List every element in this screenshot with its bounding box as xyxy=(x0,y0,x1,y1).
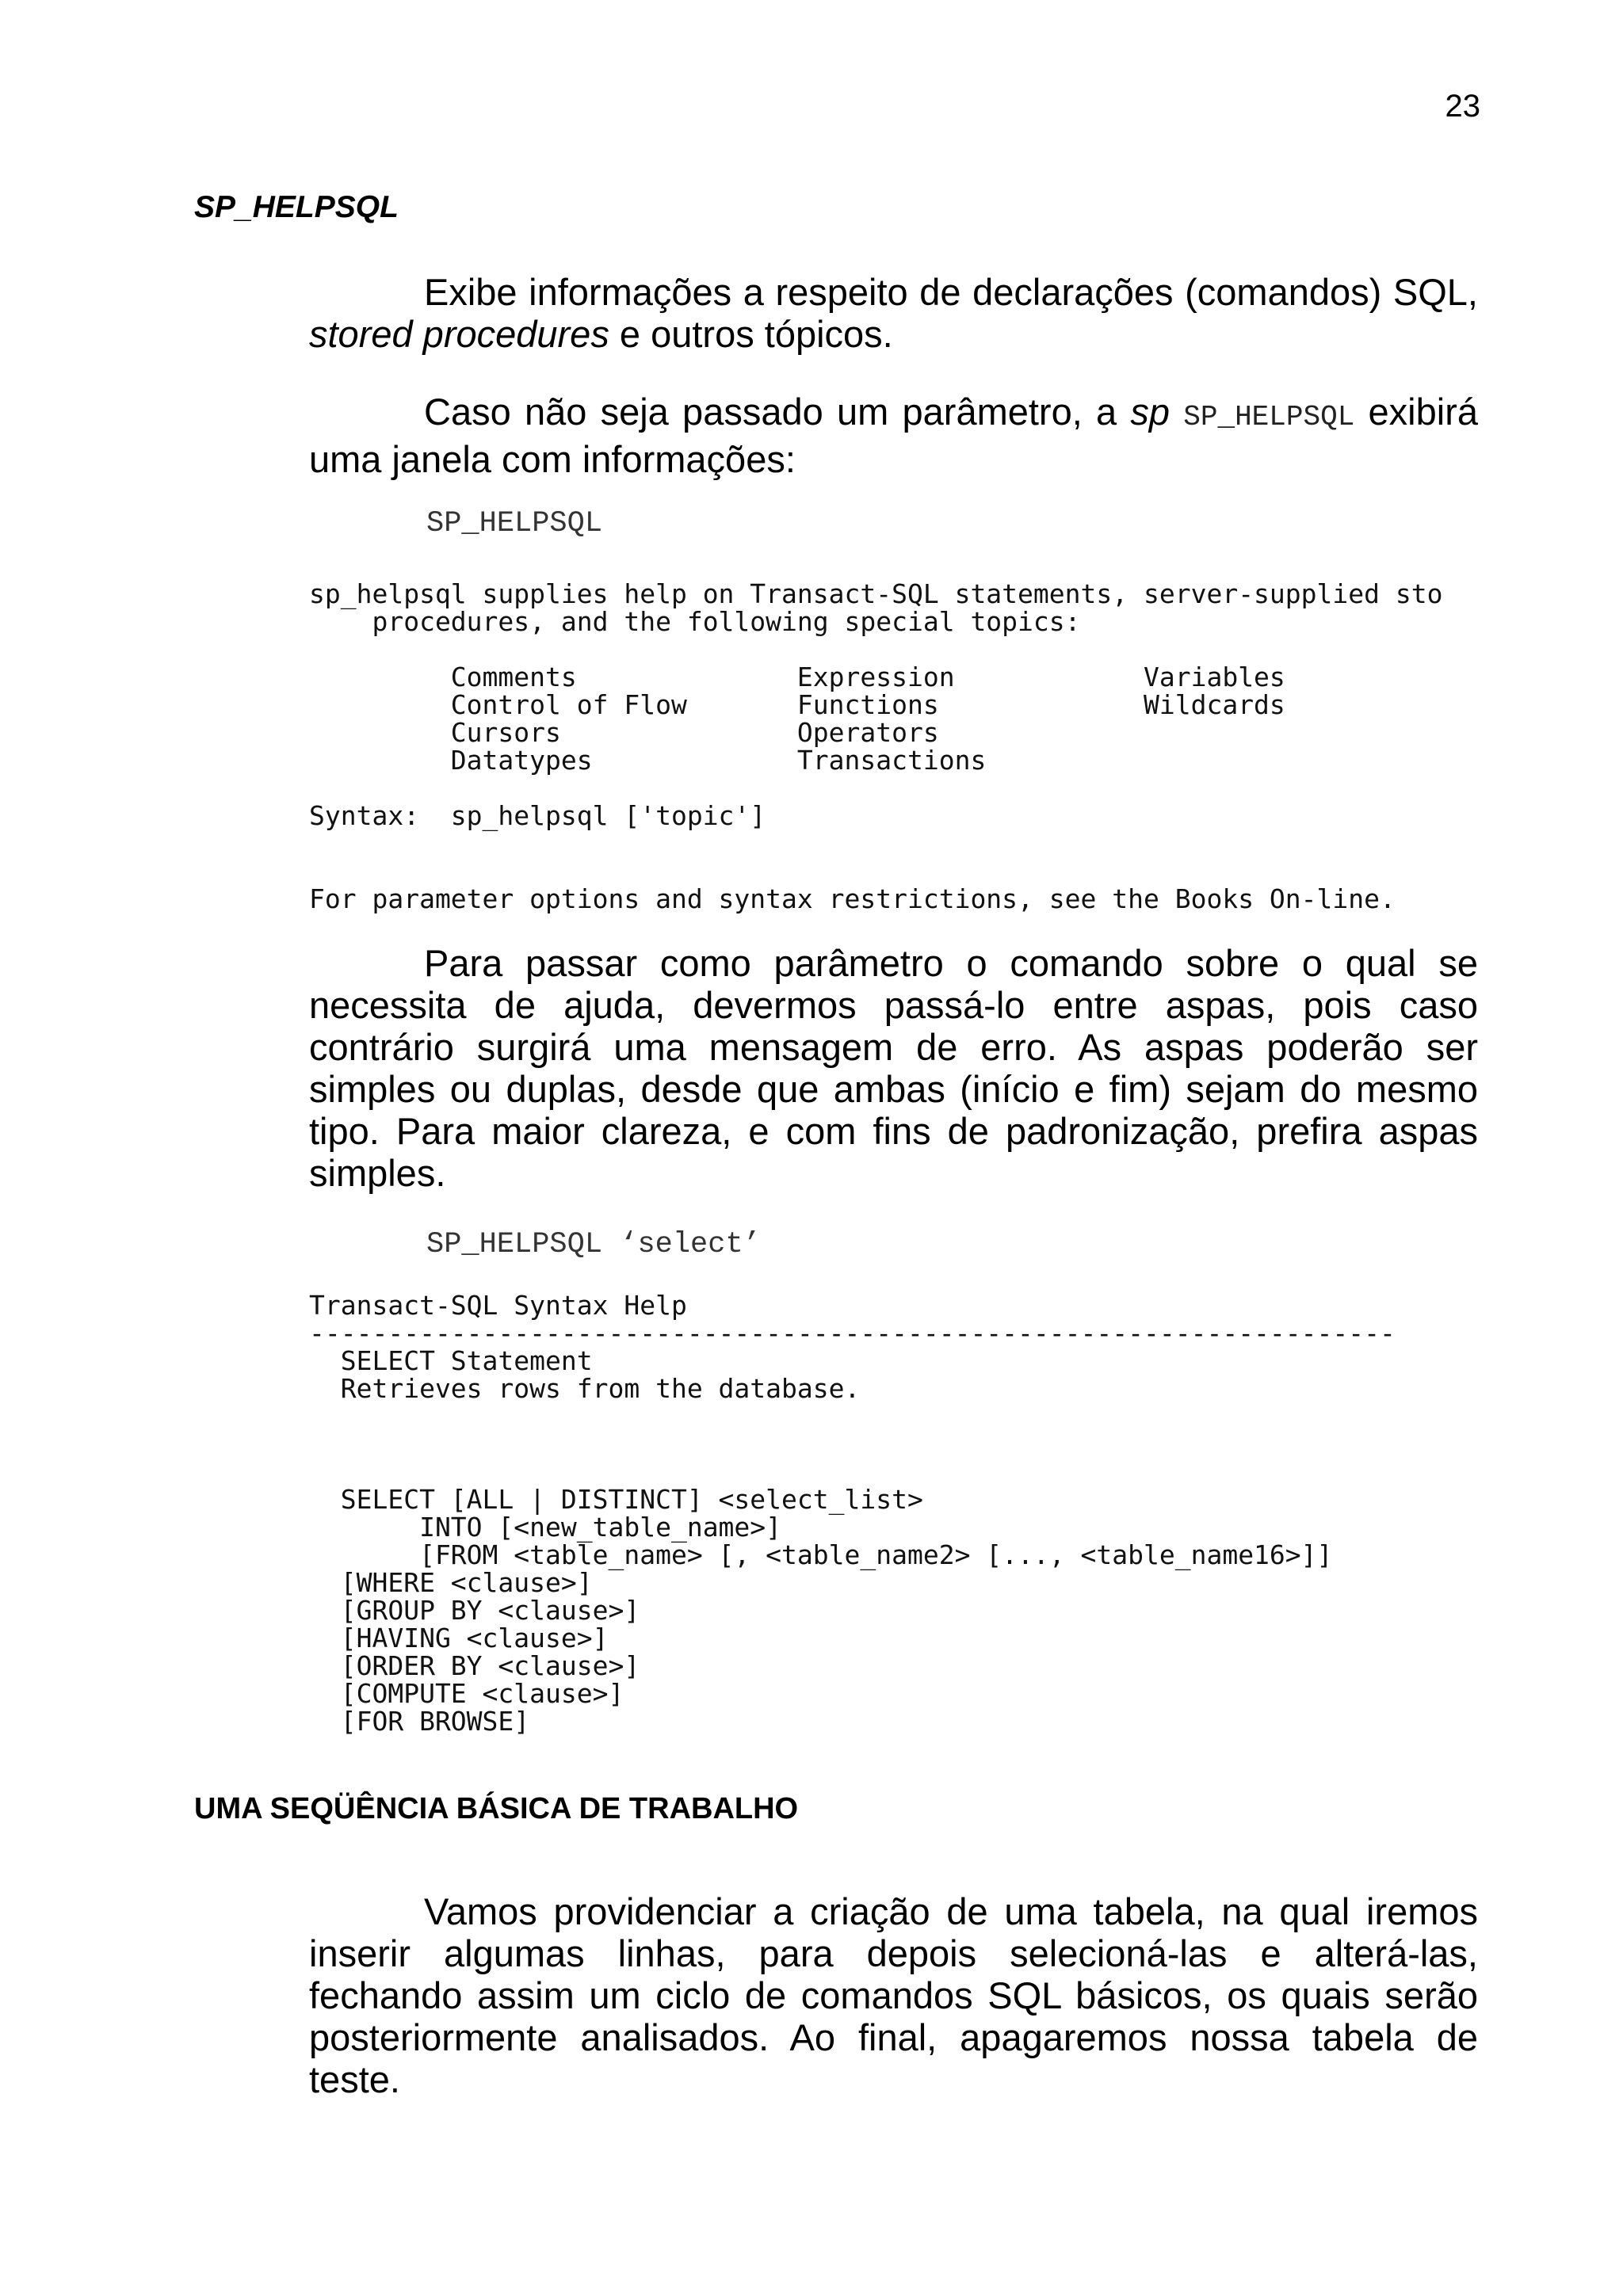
terminal-line: Retrieves rows from the database. xyxy=(309,1373,861,1404)
terminal-output-select-syntax xyxy=(309,1291,1396,1735)
terminal-line: procedures, and the following special topics: xyxy=(309,606,1081,637)
terminal-line xyxy=(309,1458,1396,1486)
page-number: 23 xyxy=(1445,89,1480,124)
terminal-line: [COMPUTE <clause>] xyxy=(309,1678,624,1709)
terminal-line xyxy=(309,830,1442,857)
command-example-select: SP_HELPSQL ‘select’ xyxy=(426,1228,761,1261)
terminal-line: [GROUP BY <clause>] xyxy=(309,1595,640,1626)
terminal-line: sp_helpsql supplies help on Transact-SQL statements, server-supplied sto xyxy=(309,578,1443,609)
paragraph-text: Vamos providenciar a criação de uma tabela, na qual iremos inserir algumas linhas, para depois selecioná-las e alterá-las, fechando assim um ciclo de comandos SQL básicos, os quais serão posteriormente analisados. Ao final, apagaremos nossa tabela de teste. xyxy=(309,1890,1478,2100)
paragraph-description xyxy=(309,271,1478,355)
terminal-line: SELECT [ALL | DISTINCT] <select_list> xyxy=(309,1484,923,1515)
paragraph-parameter-quotes xyxy=(309,942,1478,1194)
terminal-line: Control of Flow Functions Wildcards xyxy=(309,689,1285,720)
terminal-line xyxy=(309,857,1442,885)
terminal-line: SELECT Statement xyxy=(309,1345,593,1376)
terminal-line: --------------------------------------------------------------------- xyxy=(309,1318,1396,1348)
terminal-line: Transact-SQL Syntax Help xyxy=(309,1290,687,1321)
terminal-line: Syntax: sp_helpsql ['topic'] xyxy=(309,800,766,831)
paragraph-no-parameter xyxy=(309,391,1478,480)
terminal-output-helpsql xyxy=(309,580,1442,913)
section-heading-sequencia: UMA SEQÜÊNCIA BÁSICA DE TRABALHO xyxy=(194,1792,799,1825)
paragraph-text: e outros tópicos. xyxy=(609,313,893,355)
terminal-line: [ORDER BY <clause>] xyxy=(309,1650,640,1681)
section-heading-sp-helpsql: SP_HELPSQL xyxy=(194,190,399,224)
terminal-line: [WHERE <clause>] xyxy=(309,1567,593,1598)
terminal-line: [FOR BROWSE] xyxy=(309,1706,530,1737)
italic-term: stored procedures xyxy=(309,313,609,355)
terminal-line xyxy=(309,1430,1396,1458)
terminal-line: Comments Expression Variables xyxy=(309,662,1285,692)
terminal-line: Cursors Operators xyxy=(309,717,939,748)
paragraph-text: Para passar como parâmetro o comando sobre o qual se necessita de ajuda, devermos passá-lo entre aspas, pois caso contrário surgirá uma mensagem de erro. As aspas poderão ser simples ou duplas, desde que ambas (início e fim) sejam do mesmo tipo. Para maior clareza, e com fins de padronização, prefira aspas simples. xyxy=(309,942,1478,1194)
italic-term: sp xyxy=(1130,391,1170,433)
terminal-line: For parameter options and syntax restrictions, see the Books On-line. xyxy=(309,883,1396,914)
command-example: SP_HELPSQL xyxy=(426,507,603,540)
terminal-line: Datatypes Transactions xyxy=(309,745,987,776)
paragraph-text: Exibe informações a respeito de declarações (comandos) SQL, xyxy=(424,271,1478,313)
inline-code: SP_HELPSQL xyxy=(1183,401,1355,433)
terminal-line xyxy=(309,635,1442,663)
terminal-line: INTO [<new_table_name>] xyxy=(309,1512,782,1543)
terminal-line: [HAVING <clause>] xyxy=(309,1623,609,1653)
terminal-line: [FROM <table_name> [, <table_name2> [..., <table_name16>]] xyxy=(309,1539,1333,1570)
paragraph-text: Caso não seja passado um parâmetro, a xyxy=(424,391,1131,433)
paragraph-text: exibirá uma janela com informações: xyxy=(309,391,1478,480)
paragraph-sequencia xyxy=(309,1890,1478,2100)
terminal-line xyxy=(309,774,1442,802)
terminal-line xyxy=(309,1402,1396,1430)
